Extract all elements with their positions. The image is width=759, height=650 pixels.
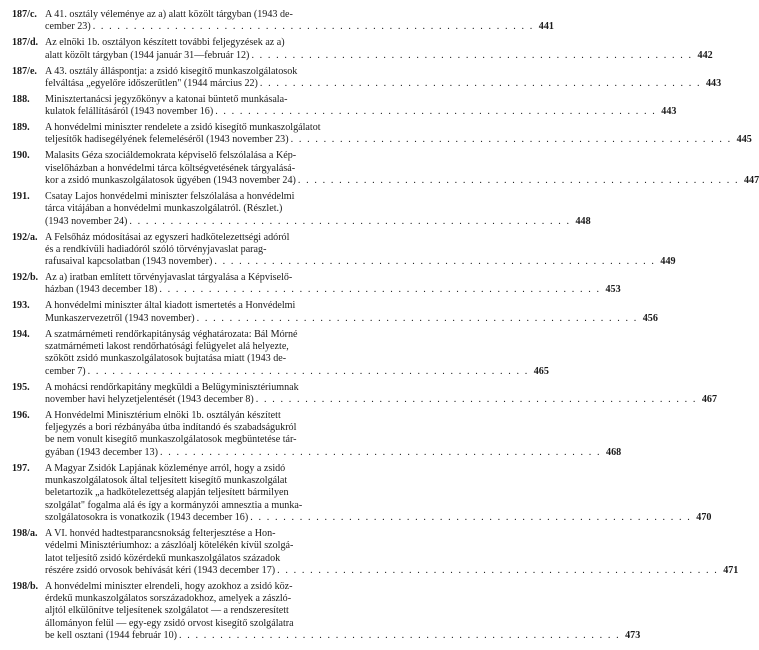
entry-title [45, 410, 621, 459]
entry-title-line: A honvédelmi miniszter rendelete a zsidó kisegítő munkaszolgálatot [45, 122, 321, 134]
entry-last-line [45, 216, 591, 228]
entry-title [45, 9, 554, 34]
entry-title-line: (1943 november 24) [45, 215, 128, 227]
entry-number: 189. [12, 122, 30, 134]
entry-title-line: szatmárnémeti lakost rendőrhatósági felügyelet alá helyezte, [45, 341, 289, 352]
entry-title-line: Munkaszervezetről (1943 november) [45, 312, 195, 324]
entry-title-line: Csatay Lajos honvédelmi miniszter felszólalása a honvédelmi [45, 190, 295, 202]
entry-title-line: A honvédelmi miniszter által kiadott ismertetés a Honvédelmi [45, 300, 296, 312]
entry-last-line [45, 565, 738, 577]
entry-title-line: A szatmárnémeti rendőrkapitányság véghatározata: Bál Mórné [45, 328, 298, 340]
entry-title-line: munkaszolgálatosok által teljesített kisegítő munkaszolgálat [45, 475, 288, 487]
dot-leader: . . . . . . . . . . . . . . . . . . . . . . . . . . . . . . . . . . . . . . . . . . . . . . . . . . . . . . [196, 312, 638, 324]
dot-leader: . . . . . . . . . . . . . . . . . . . . . . . . . . . . . . . . . . . . . . . . . . . . . . . . . . . . . . [214, 256, 656, 268]
entry-title [45, 382, 717, 407]
page-number: 449 [660, 256, 676, 268]
entry-title-line: aljtól elkülönítve teljesítenek szolgálatot — a rendszeresített [45, 605, 289, 617]
entry-title-line: be nem vonult kisegítő munkaszolgálatosok megbüntetése tár- [45, 434, 297, 446]
entry-title-line: házban (1943 december 18) [45, 284, 158, 296]
entry-title-line: A 43. osztály álláspontja: a zsidó kisegítő munkaszolgálatosok [45, 65, 298, 77]
toc-entry [12, 527, 739, 577]
entry-title-line: A Honvédelmi Minisztérium elnöki 1b. osztályán készített [45, 409, 281, 421]
toc-entry [12, 328, 549, 378]
entry-title-line: cember 23) [45, 21, 91, 33]
entry-title-line: Malasits Géza szociáldemokrata képviselő felszólalása a Kép- [45, 150, 297, 162]
entry-title-line: állományon felül — egy-egy zsidó orvost kisegítő szolgálatra [45, 617, 294, 629]
dot-leader: . . . . . . . . . . . . . . . . . . . . . . . . . . . . . . . . . . . . . . . . . . . . . . . . . . . . . . [259, 77, 702, 89]
dot-leader: . . . . . . . . . . . . . . . . . . . . . . . . . . . . . . . . . . . . . . . . . . . . . . . . . . . . . . [297, 175, 740, 186]
entry-title-line: be kell osztani (1944 február 10) [45, 629, 178, 641]
entry-number: 198/a. [12, 527, 38, 539]
dot-leader: . . . . . . . . . . . . . . . . . . . . . . . . . . . . . . . . . . . . . . . . . . . . . . . . . . . . . . [92, 21, 534, 33]
toc-entry [12, 9, 554, 34]
entry-last-line [45, 50, 713, 62]
entry-last-line [45, 175, 759, 187]
page-number: 456 [642, 312, 658, 324]
entry-last-line [45, 21, 554, 33]
entry-last-line [45, 106, 676, 118]
entry-title-line: rafusaival kapcsolatban (1943 november) [45, 256, 213, 268]
page-number: 470 [696, 511, 712, 523]
entry-number: 187/d. [12, 37, 39, 49]
entry-title-line: és a rendkívüli hadiadóról szóló törvényjavaslat parag- [45, 243, 267, 255]
entry-title [45, 528, 738, 577]
entry-title-line: A Magyar Zsidók Lapjának közleménye arról, hogy a zsidó [45, 462, 286, 474]
entry-title-line: feljegyzés a bori rézbányába útba indítandó és szabadságukról [45, 422, 297, 434]
dot-leader: . . . . . . . . . . . . . . . . . . . . . . . . . . . . . . . . . . . . . . . . . . . . . . . . . . . . . . [129, 215, 571, 227]
entry-last-line [45, 394, 717, 406]
entry-last-line [45, 366, 549, 378]
entry-title-line: felváltása „egyelőre időszerűtlen" (1944 március 22) [45, 77, 258, 89]
entry-last-line [45, 284, 621, 296]
dot-leader: . . . . . . . . . . . . . . . . . . . . . . . . . . . . . . . . . . . . . . . . . . . . . . . . . . . . . . [179, 629, 621, 641]
dot-leader: . . . . . . . . . . . . . . . . . . . . . . . . . . . . . . . . . . . . . . . . . . . . . . . . . . . . . . [159, 446, 602, 458]
entry-last-line [45, 512, 711, 524]
entry-last-line [45, 630, 640, 642]
page-number: 441 [538, 21, 554, 33]
entry-title-line: A mohácsi rendőrkapitány megküldi a Belügyminisztériumnak [45, 381, 299, 393]
entry-title-line: teljesítők hadisegélyének felemeléséről (1943 november 23) [45, 134, 289, 146]
page-number: 445 [736, 134, 752, 146]
entry-title [45, 122, 752, 147]
entry-title-line: kulatok felállításáról (1943 november 16) [45, 106, 214, 118]
entry-title [45, 463, 711, 524]
entry-title-line: tárca vitájában a honvédelmi munkaszolgálatról. (Részlet.) [45, 203, 283, 215]
entry-title [45, 191, 591, 228]
entry-title-line: alatt közölt tárgyban (1944 január 31—február 12) [45, 49, 250, 61]
page-number: 468 [606, 446, 622, 458]
page-number: 471 [723, 564, 739, 576]
dot-leader: . . . . . . . . . . . . . . . . . . . . . . . . . . . . . . . . . . . . . . . . . . . . . . . . . . . . . . [251, 49, 693, 61]
entry-number: 187/c. [12, 9, 37, 20]
entry-title-line: beletartozik „a hadkötelezettség alapján teljesített bármilyen [45, 487, 289, 499]
entry-last-line [45, 134, 752, 146]
page-number: 443 [706, 77, 722, 89]
dot-leader: . . . . . . . . . . . . . . . . . . . . . . . . . . . . . . . . . . . . . . . . . . . . . . . . . . . . . . [159, 284, 601, 296]
toc-entry [12, 93, 677, 119]
toc-entry [12, 381, 718, 407]
entry-number: 193. [12, 300, 30, 312]
toc-entry [12, 122, 752, 147]
dot-leader: . . . . . . . . . . . . . . . . . . . . . . . . . . . . . . . . . . . . . . . . . . . . . . . . . . . . . . [255, 393, 698, 405]
entry-title [45, 300, 658, 325]
entry-title-line: Az a) iratban említett törvényjavaslat tárgyalása a Képviselő- [45, 272, 293, 284]
entry-title [45, 232, 676, 269]
entry-title-line: A 41. osztály véleménye az a) alatt közölt tárgyban (1943 de- [45, 9, 293, 20]
entry-number: 196. [12, 409, 30, 421]
entry-title-line: védelmi Minisztériumhoz: a zászlóalj kötelékén kívül szolgá- [45, 540, 294, 552]
entry-title [45, 329, 549, 378]
entry-title-line: cember 7) [45, 365, 86, 377]
entry-title-line: latot teljesítő zsidó közérdekű munkaszolgálatos századok [45, 552, 281, 564]
dot-leader: . . . . . . . . . . . . . . . . . . . . . . . . . . . . . . . . . . . . . . . . . . . . . . . . . . . . . . [87, 365, 529, 377]
page-number: 473 [625, 629, 641, 641]
entry-title-line: viselőházban a honvédelmi tárca költségvetésének tárgyalásá- [45, 162, 296, 174]
entry-number: 195. [12, 381, 30, 393]
toc-entry [12, 300, 658, 325]
toc-entry [12, 65, 722, 91]
entry-title-line: A honvédelmi miniszter elrendeli, hogy azokhoz a zsidó köz- [45, 580, 293, 592]
entry-last-line [45, 78, 721, 90]
entry-last-line [45, 256, 676, 268]
entry-title-line: szolgálatosokra is vonatkozik (1943 december 16) [45, 511, 249, 523]
toc-entry [12, 231, 676, 269]
entry-number: 192/b. [12, 272, 39, 284]
entry-title-line: szolgálat" fogalma alá és így a kormányzói amnesztia a munka- [45, 499, 303, 511]
entry-number: 198/b. [12, 580, 39, 592]
entry-title [45, 272, 621, 297]
entry-number: 192/a. [12, 231, 38, 243]
entry-title [45, 94, 676, 119]
entry-title [45, 581, 640, 642]
page-number: 443 [661, 106, 677, 118]
toc-entry [12, 409, 622, 459]
dot-leader: . . . . . . . . . . . . . . . . . . . . . . . . . . . . . . . . . . . . . . . . . . . . . . . . . . . . . . [250, 511, 692, 523]
page-number: 442 [697, 49, 713, 61]
entry-title-line: Minisztertanácsi jegyzőkönyv a katonai büntető munkásala- [45, 93, 288, 105]
toc-entry [12, 462, 712, 524]
entry-title-line: részére zsidó orvosok behívását kéri (1943 december 17) [45, 564, 276, 576]
entry-title [45, 66, 721, 91]
entry-title-line: A Felsőház módosításai az egyszeri hadkötelezettségi adóról [45, 231, 290, 243]
entry-number: 194. [12, 328, 30, 340]
toc-entry [12, 580, 641, 642]
page-number: 465 [533, 365, 549, 377]
entry-title [45, 150, 759, 187]
toc-entry [12, 272, 621, 297]
entry-title-line: kor a zsidó munkaszolgálatosok ügyében (1943 november 24) [45, 175, 296, 186]
page-number: 467 [701, 393, 718, 405]
toc-entry [12, 190, 591, 228]
entry-title-line: november havi helyzetjelentését (1943 december 8) [45, 393, 254, 405]
entry-title-line: A VI. honvéd hadtestparancsnokság felterjesztése a Hon- [45, 527, 276, 539]
dot-leader: . . . . . . . . . . . . . . . . . . . . . . . . . . . . . . . . . . . . . . . . . . . . . . . . . . . . . . [277, 564, 719, 576]
toc-entry [12, 150, 759, 187]
entry-title-line: szökött zsidó munkaszolgálatosok bujtatása miatt (1943 de- [45, 353, 287, 365]
entry-number: 188. [12, 93, 30, 105]
entry-number: 197. [12, 462, 30, 474]
entry-number: 187/e. [12, 65, 37, 77]
page-number: 453 [605, 284, 621, 296]
entry-last-line [45, 313, 658, 325]
page-number: 448 [575, 215, 591, 227]
toc-entry [12, 37, 713, 62]
entry-title [45, 37, 713, 62]
entry-last-line [45, 447, 621, 459]
entry-title-line: érdekű munkaszolgálatos sorszázadokhoz, amelyek a zászló- [45, 593, 292, 605]
entry-title-line: gyában (1943 december 13) [45, 446, 158, 458]
dot-leader: . . . . . . . . . . . . . . . . . . . . . . . . . . . . . . . . . . . . . . . . . . . . . . . . . . . . . . [215, 106, 657, 118]
entry-number: 191. [12, 190, 30, 202]
entry-number: 190. [12, 150, 30, 162]
entry-title-line: Az elnöki 1b. osztályon készített további feljegyzések az a) [45, 37, 285, 49]
dot-leader: . . . . . . . . . . . . . . . . . . . . . . . . . . . . . . . . . . . . . . . . . . . . . . . . . . . . . . [290, 134, 732, 146]
page-number: 447 [743, 175, 759, 186]
